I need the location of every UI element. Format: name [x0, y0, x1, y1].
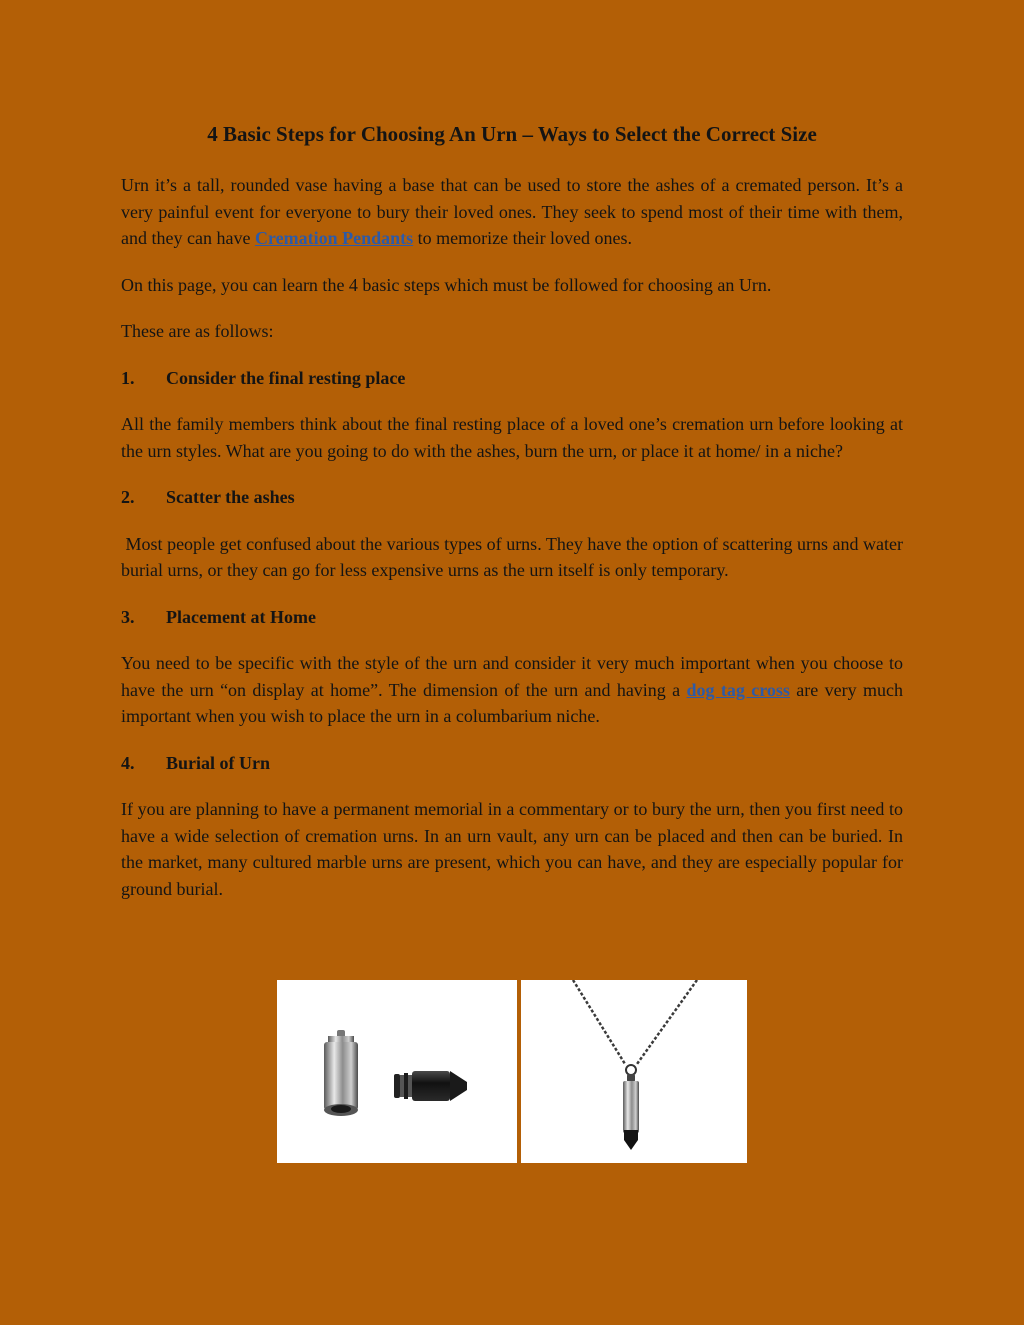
step-title: Placement at Home	[166, 606, 316, 627]
step-heading-3	[121, 604, 903, 631]
page-intro-paragraph: On this page, you can learn the 4 basic steps which must be followed for choosing an Urn.	[121, 274, 772, 295]
as-follows-paragraph: These are as follows:	[121, 321, 274, 341]
step-paragraph-1: All the family members think about the final resting place of a loved one’s cremation urn before looking at the urn styles. What are you going to do with the ashes, burn the urn, or place it at home/ in a niche?	[121, 414, 903, 461]
step-number: 2.	[121, 487, 135, 507]
step-title: Scatter the ashes	[166, 487, 295, 507]
step-title: Consider the final resting place	[166, 367, 406, 388]
step-heading-2	[121, 484, 903, 511]
page-title: 4 Basic Steps for Choosing An Urn – Ways to Select the Correct Size	[207, 122, 817, 146]
intro-paragraph	[121, 172, 903, 252]
urn-pendant-parts-icon	[277, 980, 517, 1163]
step-title: Burial of Urn	[166, 752, 271, 773]
urn-pendant-necklace-image	[521, 980, 747, 1163]
step-number: 1.	[121, 367, 135, 388]
product-images	[277, 980, 747, 1163]
step-paragraph-4: If you are planning to have a permanent memorial in a commentary or to bury the urn, then you first need to have a wide selection of cremation urns. In an urn vault, any urn can be placed and then can be buried. In the market, many cultured marble urns are present, which you can have, and they are especially popular for ground burial.	[121, 799, 903, 899]
intro-text-before: Urn it’s a tall, rounded vase having a base that can be used to store the ashes of a cremated person. It’s a very painful event for everyone to bury their loved ones. They seek to spend most of their time with them, and they can have	[121, 175, 903, 248]
step-paragraph-2: Most people get confused about the various types of urns. They have the option of scattering urns and water burial urns, or they can go for less expensive urns as the urn itself is only temporary.	[121, 533, 908, 580]
step-paragraph-3	[121, 650, 903, 730]
urn-pendant-necklace-icon	[521, 980, 747, 1163]
step-number: 3.	[121, 606, 135, 627]
intro-text-after: to memorize their loved ones.	[413, 228, 633, 248]
cremation-pendants-link[interactable]: Cremation Pendants	[254, 228, 414, 248]
dog-tag-cross-link[interactable]: dog tag cross	[686, 679, 790, 700]
urn-pendant-parts-image	[277, 980, 517, 1163]
step-3-text-after: are very much important when you wish to place the urn in a columbarium niche.	[121, 679, 903, 726]
step-number: 4.	[121, 752, 135, 773]
step-heading-1	[121, 365, 903, 392]
step-3-text-before: You need to be specific with the style of the urn and consider it very much important when you choose to have the urn “on display at home”. The dimension of the urn and having a	[121, 653, 903, 700]
step-heading-4	[121, 750, 903, 777]
document-page	[121, 118, 908, 922]
